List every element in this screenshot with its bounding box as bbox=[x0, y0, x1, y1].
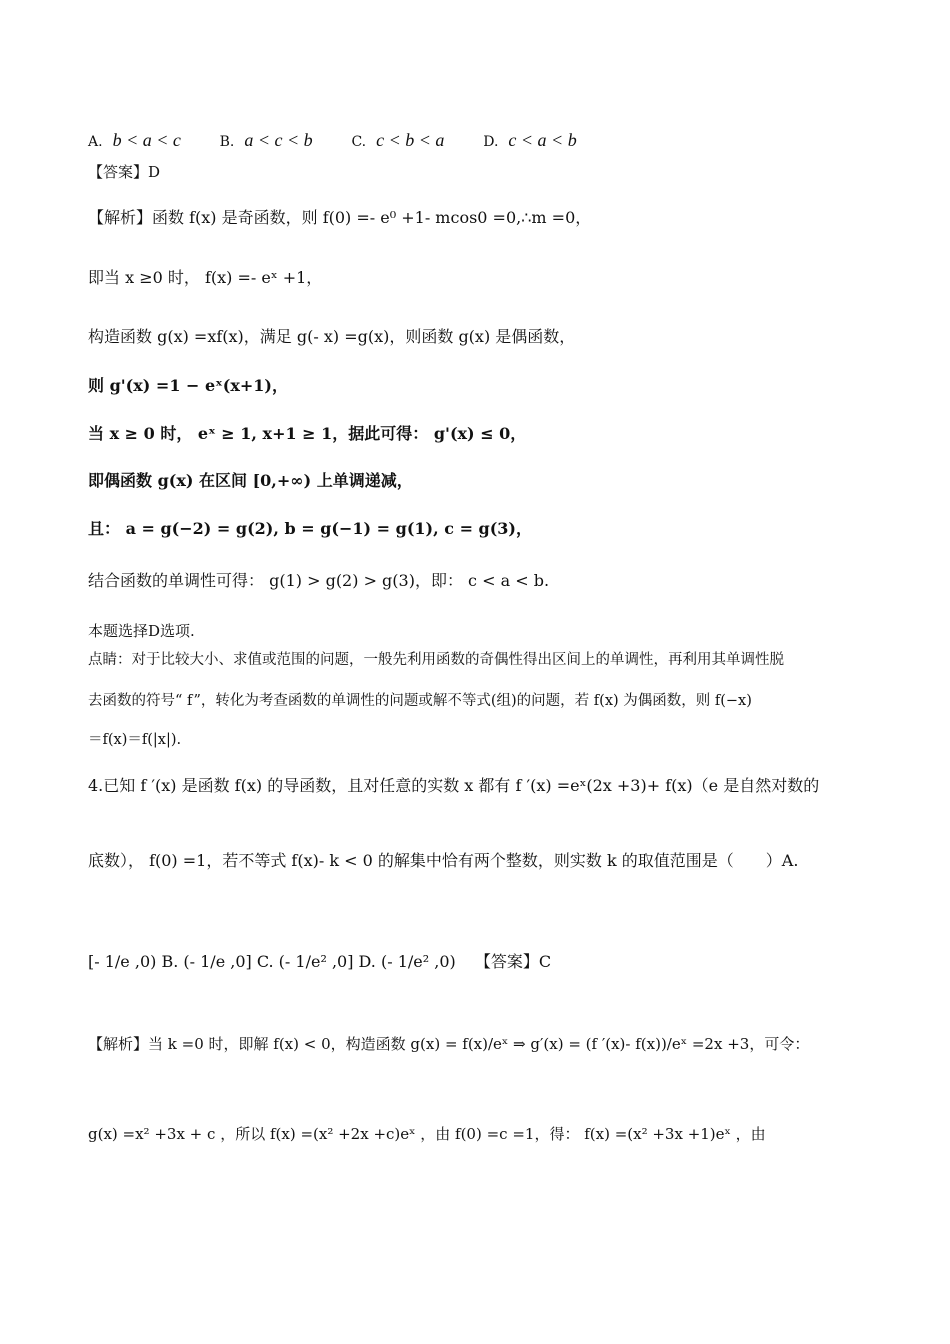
q3-analysis-line-4: 则 g'(x) =1 − eˣ(x+1)， bbox=[88, 376, 288, 395]
q3-option-a: A. b < a < c bbox=[88, 130, 181, 150]
q3-analysis-line-12: ＝f(x)＝f(|x|). bbox=[88, 732, 182, 748]
q3-answer: 【答案】D bbox=[88, 163, 161, 181]
q3-analysis-line-5: 当 x ≥ 0 时， eˣ ≥ 1, x+1 ≥ 1，据此可得： g'(x) ≤ 0， bbox=[88, 424, 527, 443]
q4-options: [- 1/e ,0) B. (- 1/e ,0] C. (- 1/e² ,0] D. (- 1/e² ,0) bbox=[88, 952, 456, 971]
q4-stem-line-1: 4.已知 f ′(x) 是函数 f(x) 的导函数，且对任意的实数 x 都有 f ′(x) =eˣ(2x +3)+ f(x)（e 是自然对数的 bbox=[88, 776, 820, 795]
q3-analysis-line-11: 去函数的符号“ f”，转化为考查函数的单调性的问题或解不等式(组)的问题，若 f(x) 为偶函数，则 f(−x) bbox=[88, 693, 752, 709]
q4-analysis-line-2: g(x) =x² +3x + c ，所以 f(x) =(x² +2x +c)eˣ ，由 f(0) =c =1，得： f(x) =(x² +3x +1)eˣ ，由 bbox=[88, 1125, 766, 1143]
q3-analysis-line-9: 本题选择D选项. bbox=[88, 622, 195, 640]
q4-stem-line-2: 底数）， f(0) =1，若不等式 f(x)- k < 0 的解集中恰有两个整数，则实数 k 的取值范围是（ ）A. bbox=[88, 851, 799, 870]
q3-analysis-line-6: 即偶函数 g(x) 在区间 [0,+∞) 上单调递减， bbox=[88, 471, 413, 490]
q4-options-line bbox=[88, 952, 551, 972]
q3-analysis-line-3: 构造函数 g(x) =xf(x)，满足 g(- x) =g(x)，则函数 g(x) 是偶函数， bbox=[88, 327, 576, 346]
q3-option-c: C. c < b < a bbox=[351, 130, 445, 150]
q4-analysis-line-1: 【解析】当 k =0 时，即解 f(x) < 0，构造函数 g(x) = f(x)/eˣ ⇒ g′(x) = (f ′(x)- f(x))/eˣ =2x +3，可令： bbox=[88, 1035, 810, 1053]
q3-options bbox=[88, 130, 611, 152]
q3-option-b: B. a < c < b bbox=[219, 130, 313, 150]
q3-option-d: D. c < a < b bbox=[483, 130, 577, 150]
q3-analysis-line-10: 点睛：对于比较大小、求值或范围的问题，一般先利用函数的奇偶性得出区间上的单调性，再利用其单调性脱 bbox=[88, 652, 784, 668]
q3-analysis-line-8: 结合函数的单调性可得： g(1) > g(2) > g(3)，即： c < a < b. bbox=[88, 571, 550, 590]
q3-analysis-line-2: 即当 x ≥0 时， f(x) =- eˣ +1， bbox=[88, 268, 323, 287]
q3-analysis-line-7: 且： a = g(−2) = g(2), b = g(−1) = g(1), c = g(3)， bbox=[88, 519, 533, 538]
q4-answer: 【答案】C bbox=[474, 952, 552, 971]
q3-analysis-line-1: 【解析】函数 f(x) 是奇函数，则 f(0) =- e⁰ +1- mcos0 =0,∴m =0， bbox=[88, 208, 592, 227]
